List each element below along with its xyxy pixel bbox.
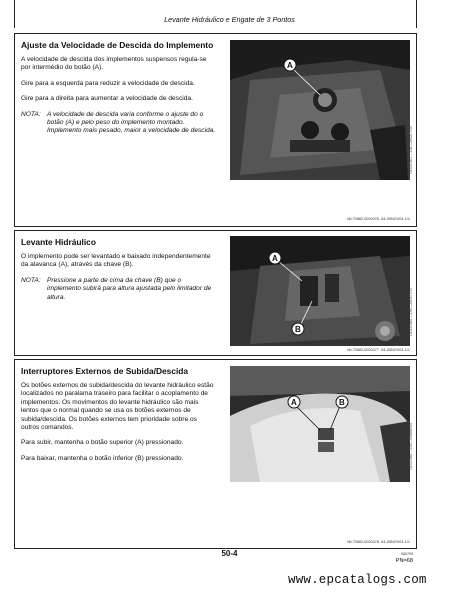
section-text	[21, 366, 217, 470]
photo-lift-lever	[230, 236, 410, 346]
note-label: NOTA:	[21, 110, 41, 118]
reference-code: ML70882,0000478 -54-05NOV04-1/1	[347, 540, 410, 544]
reference-code: ML70882,0000476 -54-05NOV04-1/1	[347, 217, 410, 221]
section-text	[21, 40, 217, 142]
reference-code: ML70882,0000477 -54-05NOV04-1/1	[347, 348, 410, 352]
section-heading: Levante Hidráulico	[21, 237, 96, 247]
image-code: OU21986 —UN—05MAR05	[409, 422, 413, 470]
footer-code: 080709	[401, 552, 413, 556]
section-hydraulic-lift	[14, 230, 417, 356]
section-heading: Interruptores Externos de Subida/Descida	[21, 366, 189, 376]
note-label: NOTA:	[21, 276, 41, 284]
page-header	[0, 0, 459, 30]
paragraph: Para baixar, mantenha o botão inferior (B) pressionado.	[21, 454, 184, 462]
watermark: www.epcatalogs.com	[288, 573, 427, 587]
photo-fender-switches	[230, 366, 410, 482]
section-text	[21, 237, 217, 308]
section-heading: Ajuste da Velocidade de Descida do Implemento	[21, 40, 214, 50]
chapter-title: Levante Hidráulico e Engate de 3 Pontos	[164, 15, 295, 24]
note-text: Pressione a parte de cima da chave (B) que o implemento subirá para altura ajustada pelo limitador de altura.	[47, 276, 212, 301]
note	[21, 111, 217, 136]
paragraph: A velocidade de descida dos implementos suspensos regula-se por intermédio do botão (A).	[21, 56, 207, 72]
callout-a: A	[291, 398, 297, 407]
header-rule-right	[416, 0, 417, 28]
callout-b: B	[339, 398, 345, 407]
callout-a: A	[287, 61, 293, 70]
paragraph: O implemento pode ser levantado e baixado independentemente da alavanca (A), através da chave (B).	[21, 253, 211, 269]
paragraph: Gire para a esquerda para reduzir a velocidade de descida.	[21, 79, 195, 87]
paragraph: Gire para a direita para aumentar a velocidade de descida.	[21, 95, 193, 103]
note	[21, 277, 217, 302]
image-code: OUO1085 —UN—28OCT04	[409, 288, 413, 336]
section-descent-speed	[14, 33, 417, 227]
note-text: A velocidade de descida varia conforme o ajuste do o botão (A) e pelo peso do implemento montado. Implemento mais pesado, maior a velocidade de descida.	[47, 110, 216, 135]
footer-pn: PN=68	[395, 558, 413, 564]
section-external-switches	[14, 359, 417, 549]
paragraph: Os botões externos de subida/descida do levante hidráulico estão localizados no paralama traseiro para facilitar o acoplamento de implementos. Os movimentos do levante hidráulico são mais lentos que o normal quando se usa os botões externos de subida/descida. Os botões externos tem prioridade sobre os outros comandos.	[21, 382, 214, 432]
callout-a: A	[272, 254, 278, 263]
paragraph: Para subir, mantenha o botão superior (A) pressionado.	[21, 439, 184, 447]
photo-control-knob	[230, 40, 410, 180]
page-number: 50-4	[221, 549, 238, 558]
image-code: OUO1081 —UN—28OCT04	[409, 126, 413, 174]
callout-b: B	[295, 325, 301, 334]
